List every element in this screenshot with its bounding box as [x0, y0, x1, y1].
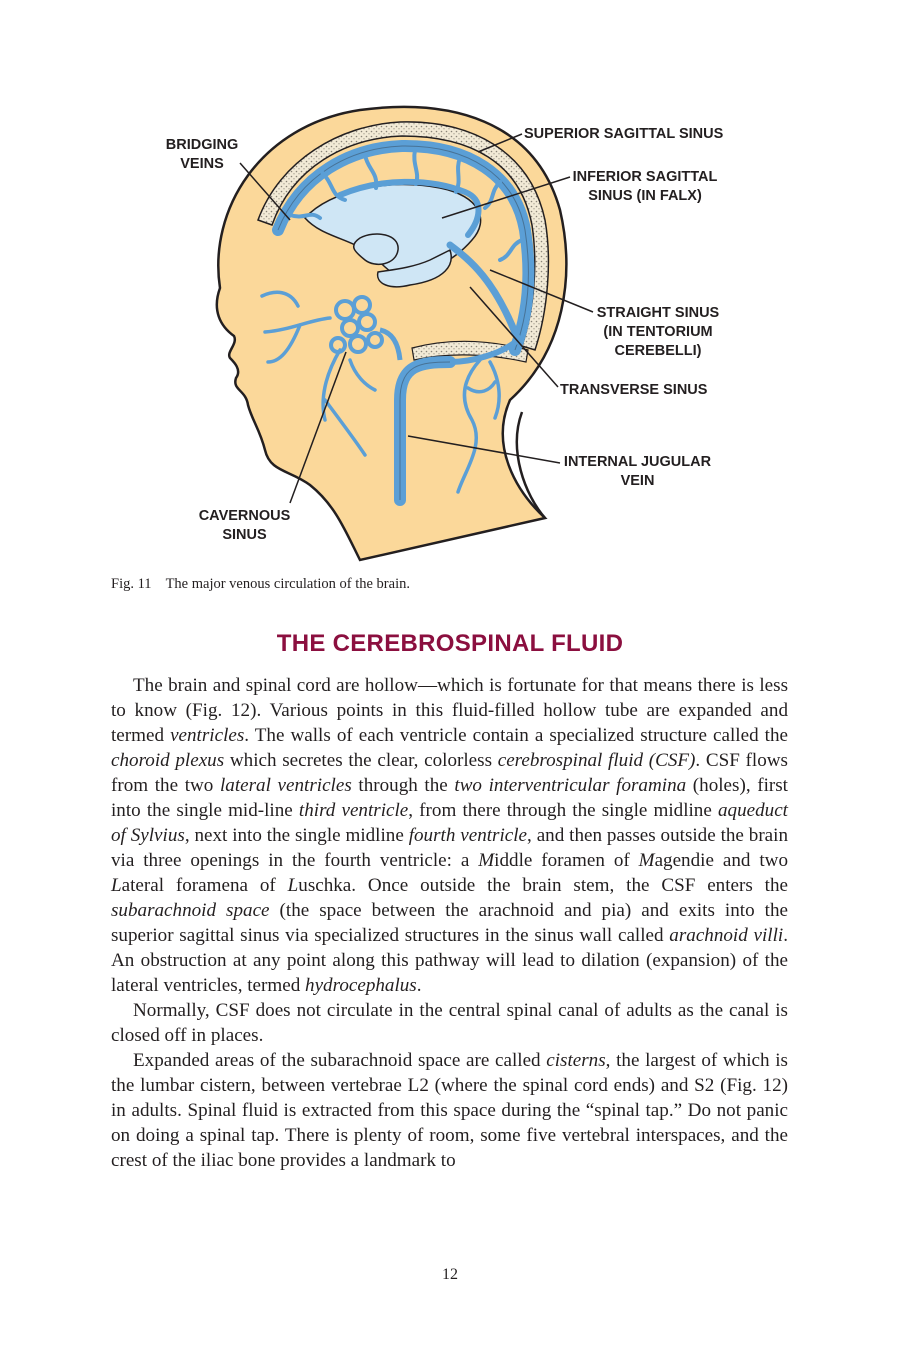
section-heading: THE CEREBROSPINAL FLUID — [276, 630, 624, 657]
label-line: VEIN — [620, 473, 655, 489]
text-run: Normally, CSF does not circulate in the central spinal canal of adults as the canal is closed off in places. — [111, 1000, 788, 1046]
paragraph — [111, 673, 788, 998]
label-transverse-sinus — [560, 381, 707, 400]
text-run: agendie and two — [654, 850, 788, 871]
italic-term: hydrocephalus — [305, 975, 417, 996]
italic-term: third ventricle — [298, 800, 409, 821]
text-run: Expanded areas of the subarachnoid space are called — [133, 1050, 547, 1071]
label-line: INTERNAL JUGULAR — [563, 454, 712, 470]
text-run: . The walls of each ventricle contain a specialized structure called the — [244, 725, 788, 746]
label-line: BRIDGING — [165, 137, 239, 153]
text-run: uschka. Once outside the brain stem, the CSF enters the — [298, 875, 788, 896]
italic-term: fourth ventricle — [408, 825, 528, 846]
text-run: . CSF flows from the two — [111, 750, 788, 796]
label-line: CAVERNOUS — [198, 508, 291, 524]
caption-number: Fig. 11 — [111, 576, 152, 592]
label-line: SINUS (IN FALX) — [588, 188, 702, 204]
figure-venous-circulation — [150, 100, 750, 570]
label-line: STRAIGHT SINUS — [596, 305, 720, 321]
label-internal-jugular-vein — [560, 453, 715, 491]
text-run: which secretes the clear, colorless — [224, 750, 498, 771]
italic-term: arachnoid villi — [669, 925, 784, 946]
italic-term: two interventricular foramina — [454, 775, 687, 796]
italic-term: choroid plexus — [111, 750, 225, 771]
text-run: , from there through the single midline — [408, 800, 718, 821]
text-run: ateral foramena of — [121, 875, 288, 896]
label-line: VEINS — [180, 156, 224, 172]
text-run: , the largest of which is the lumbar cistern, between vertebrae L2 (where the spinal cord ends) and S2 (Fig. 12) in adults. Spinal fluid is extracted from this space during the “spinal tap.” Do not panic on doing a spinal tap. There is plenty of room, some five vertebral interspaces, and the crest of the iliac bone provides a landmark to — [111, 1050, 788, 1171]
text-run: iddle foramen of — [494, 850, 639, 871]
label-line: TRANSVERSE SINUS — [560, 382, 708, 398]
italic-term: M — [478, 850, 495, 871]
label-straight-sinus — [593, 304, 723, 361]
text-run: (holes), first into the single mid-line — [111, 775, 788, 821]
label-superior-sagittal-sinus — [524, 125, 723, 144]
italic-term: lateral ventricles — [219, 775, 352, 796]
text-run: through the — [351, 775, 455, 796]
text-run: The brain and spinal cord are hollow—which is fortunate for that means there is less to know (Fig. 12). Various points in this fluid-filled hollow tube are expanded and termed — [111, 675, 788, 746]
text-run: . — [416, 975, 422, 996]
label-line: INFERIOR SAGITTAL — [572, 169, 718, 185]
body-text — [111, 673, 788, 1173]
label-line: (IN TENTORIUM — [603, 324, 713, 340]
text-run: , next into the single midline — [184, 825, 409, 846]
label-line: SINUS — [222, 527, 267, 543]
page-number: 12 — [442, 1266, 458, 1283]
italic-term: cisterns — [546, 1050, 606, 1071]
text-run: . An obstruction at any point along this pathway will lead to dilation (expansion) of the lateral ventricles, termed — [111, 925, 788, 996]
italic-term: cerebrospinal fluid (CSF) — [497, 750, 696, 771]
italic-term: aqueduct of Sylvius — [111, 800, 788, 846]
italic-term: L — [287, 875, 299, 896]
label-bridging-veins — [150, 136, 254, 174]
text-run: , and then passes outside the brain via three openings in the fourth ventricle: a — [111, 825, 789, 871]
italic-term: ventricles — [170, 725, 245, 746]
label-line: CEREBELLI) — [614, 343, 702, 359]
label-line: SUPERIOR SAGITTAL SINUS — [524, 126, 724, 142]
paragraph — [111, 998, 788, 1048]
caption-text: The major venous circulation of the brain. — [165, 576, 410, 592]
italic-term: subarachnoid space — [111, 900, 270, 921]
italic-term: L — [111, 875, 122, 896]
label-inferior-sagittal-sinus — [570, 168, 720, 206]
paragraph — [111, 1048, 788, 1173]
italic-term: M — [638, 850, 655, 871]
text-run: (the space between the arachnoid and pia) and exits into the superior sagittal sinus via specialized structures in the sinus wall called — [111, 900, 788, 946]
label-cavernous-sinus — [192, 507, 297, 545]
figure-caption — [111, 576, 410, 593]
